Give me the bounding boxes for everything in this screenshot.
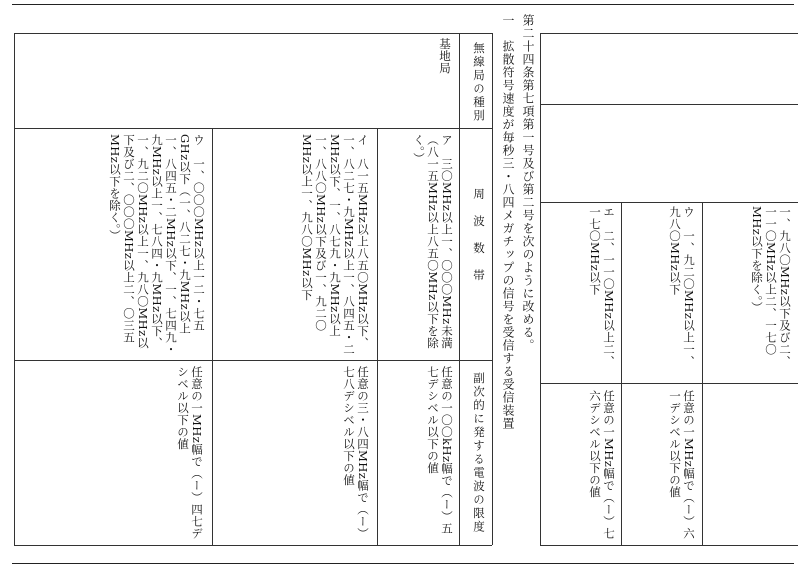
station-type-cell: 基地局 (438, 38, 452, 74)
table-right-row-divider-1 (702, 202, 703, 545)
table-main-top (14, 33, 492, 34)
header-frequency-band: 周 波 数 帯 (472, 188, 486, 283)
top-rule (12, 4, 794, 5)
table-right-left (540, 33, 541, 545)
table-main-col-divider (459, 33, 460, 545)
table-right-row-divider-2 (621, 202, 622, 545)
table-row: 任意の三・八四MHz幅で（ー）七八デシベル以下の値 (342, 366, 370, 540)
table-main-limit-divider (14, 360, 492, 361)
bottom-rule (12, 563, 794, 564)
table-main-row-divider-1 (377, 128, 378, 545)
table-row: ア 三〇MHz以上一、〇〇〇MHz未満（八一五MHz以上八五〇MHz以下を除く。） (412, 134, 454, 349)
header-spurious-limit: 副次的に発する電波の限度 (472, 372, 486, 534)
table-main-row-divider-2 (212, 128, 213, 545)
table-row: エ 二、一一〇MHz以上二、一七〇MHz以下 (588, 206, 616, 368)
table-row: 一、九八〇MHz以下及び二、一一〇MHz以上二、一七〇MHz以下を除く。） (750, 206, 792, 368)
table-right-top (540, 33, 798, 34)
table-row: 任意の一〇〇kHz幅で（ー）五七デシベル以下の値 (426, 366, 454, 535)
table-main-header-divider (14, 128, 492, 129)
table-right-header-divider (540, 104, 798, 105)
table-right-limit-divider-1 (702, 383, 798, 384)
table-row: 任意の一MHz幅で（ー）四七デシベル以下の値 (176, 366, 204, 540)
table-row: ウ 一、〇〇〇MHz以上一二・七五GHz以下（一、八二七・九MHz以上一、八四五・二MHz以下、一、七四九・九MHz以上一、七八四・九MHz以下、一、九二〇MHz以上一、九八〇MHz以下及び二、〇〇〇MHz以上二、〇三五MHz以下を除く。） (108, 134, 206, 356)
section-heading: 一 拡散符号速度が毎秒三・八四メガチップの信号を受信する受信装置 (501, 14, 515, 430)
table-row: 任意の一MHz幅で（ー）七六デシベル以下の値 (588, 390, 616, 540)
table-row: 任意の一MHz幅で（ー）六一デシベル以下の値 (668, 390, 696, 540)
table-right-bottom (540, 545, 798, 546)
table-row: ウ 一、九二〇MHz以上一、九八〇MHz以下 (668, 206, 696, 368)
table-main-right (492, 33, 493, 545)
table-main-bottom (14, 545, 492, 546)
table-row: イ 八一五MHz以上八五〇MHz以下、一、八二七・九MHz以上一、八四五・二MHz以下、一、八七九・九MHz以上一、八八〇MHz以下及び一、九二〇MHz以上一、九八〇MHz以下 (300, 134, 370, 356)
table-main-left (14, 33, 15, 545)
table-right-band-top (540, 202, 798, 203)
amendment-heading: 第二十四条第七項第一号及び第二号を次のように改める。 (521, 14, 535, 352)
header-station-type: 無線局の種別 (472, 42, 486, 123)
